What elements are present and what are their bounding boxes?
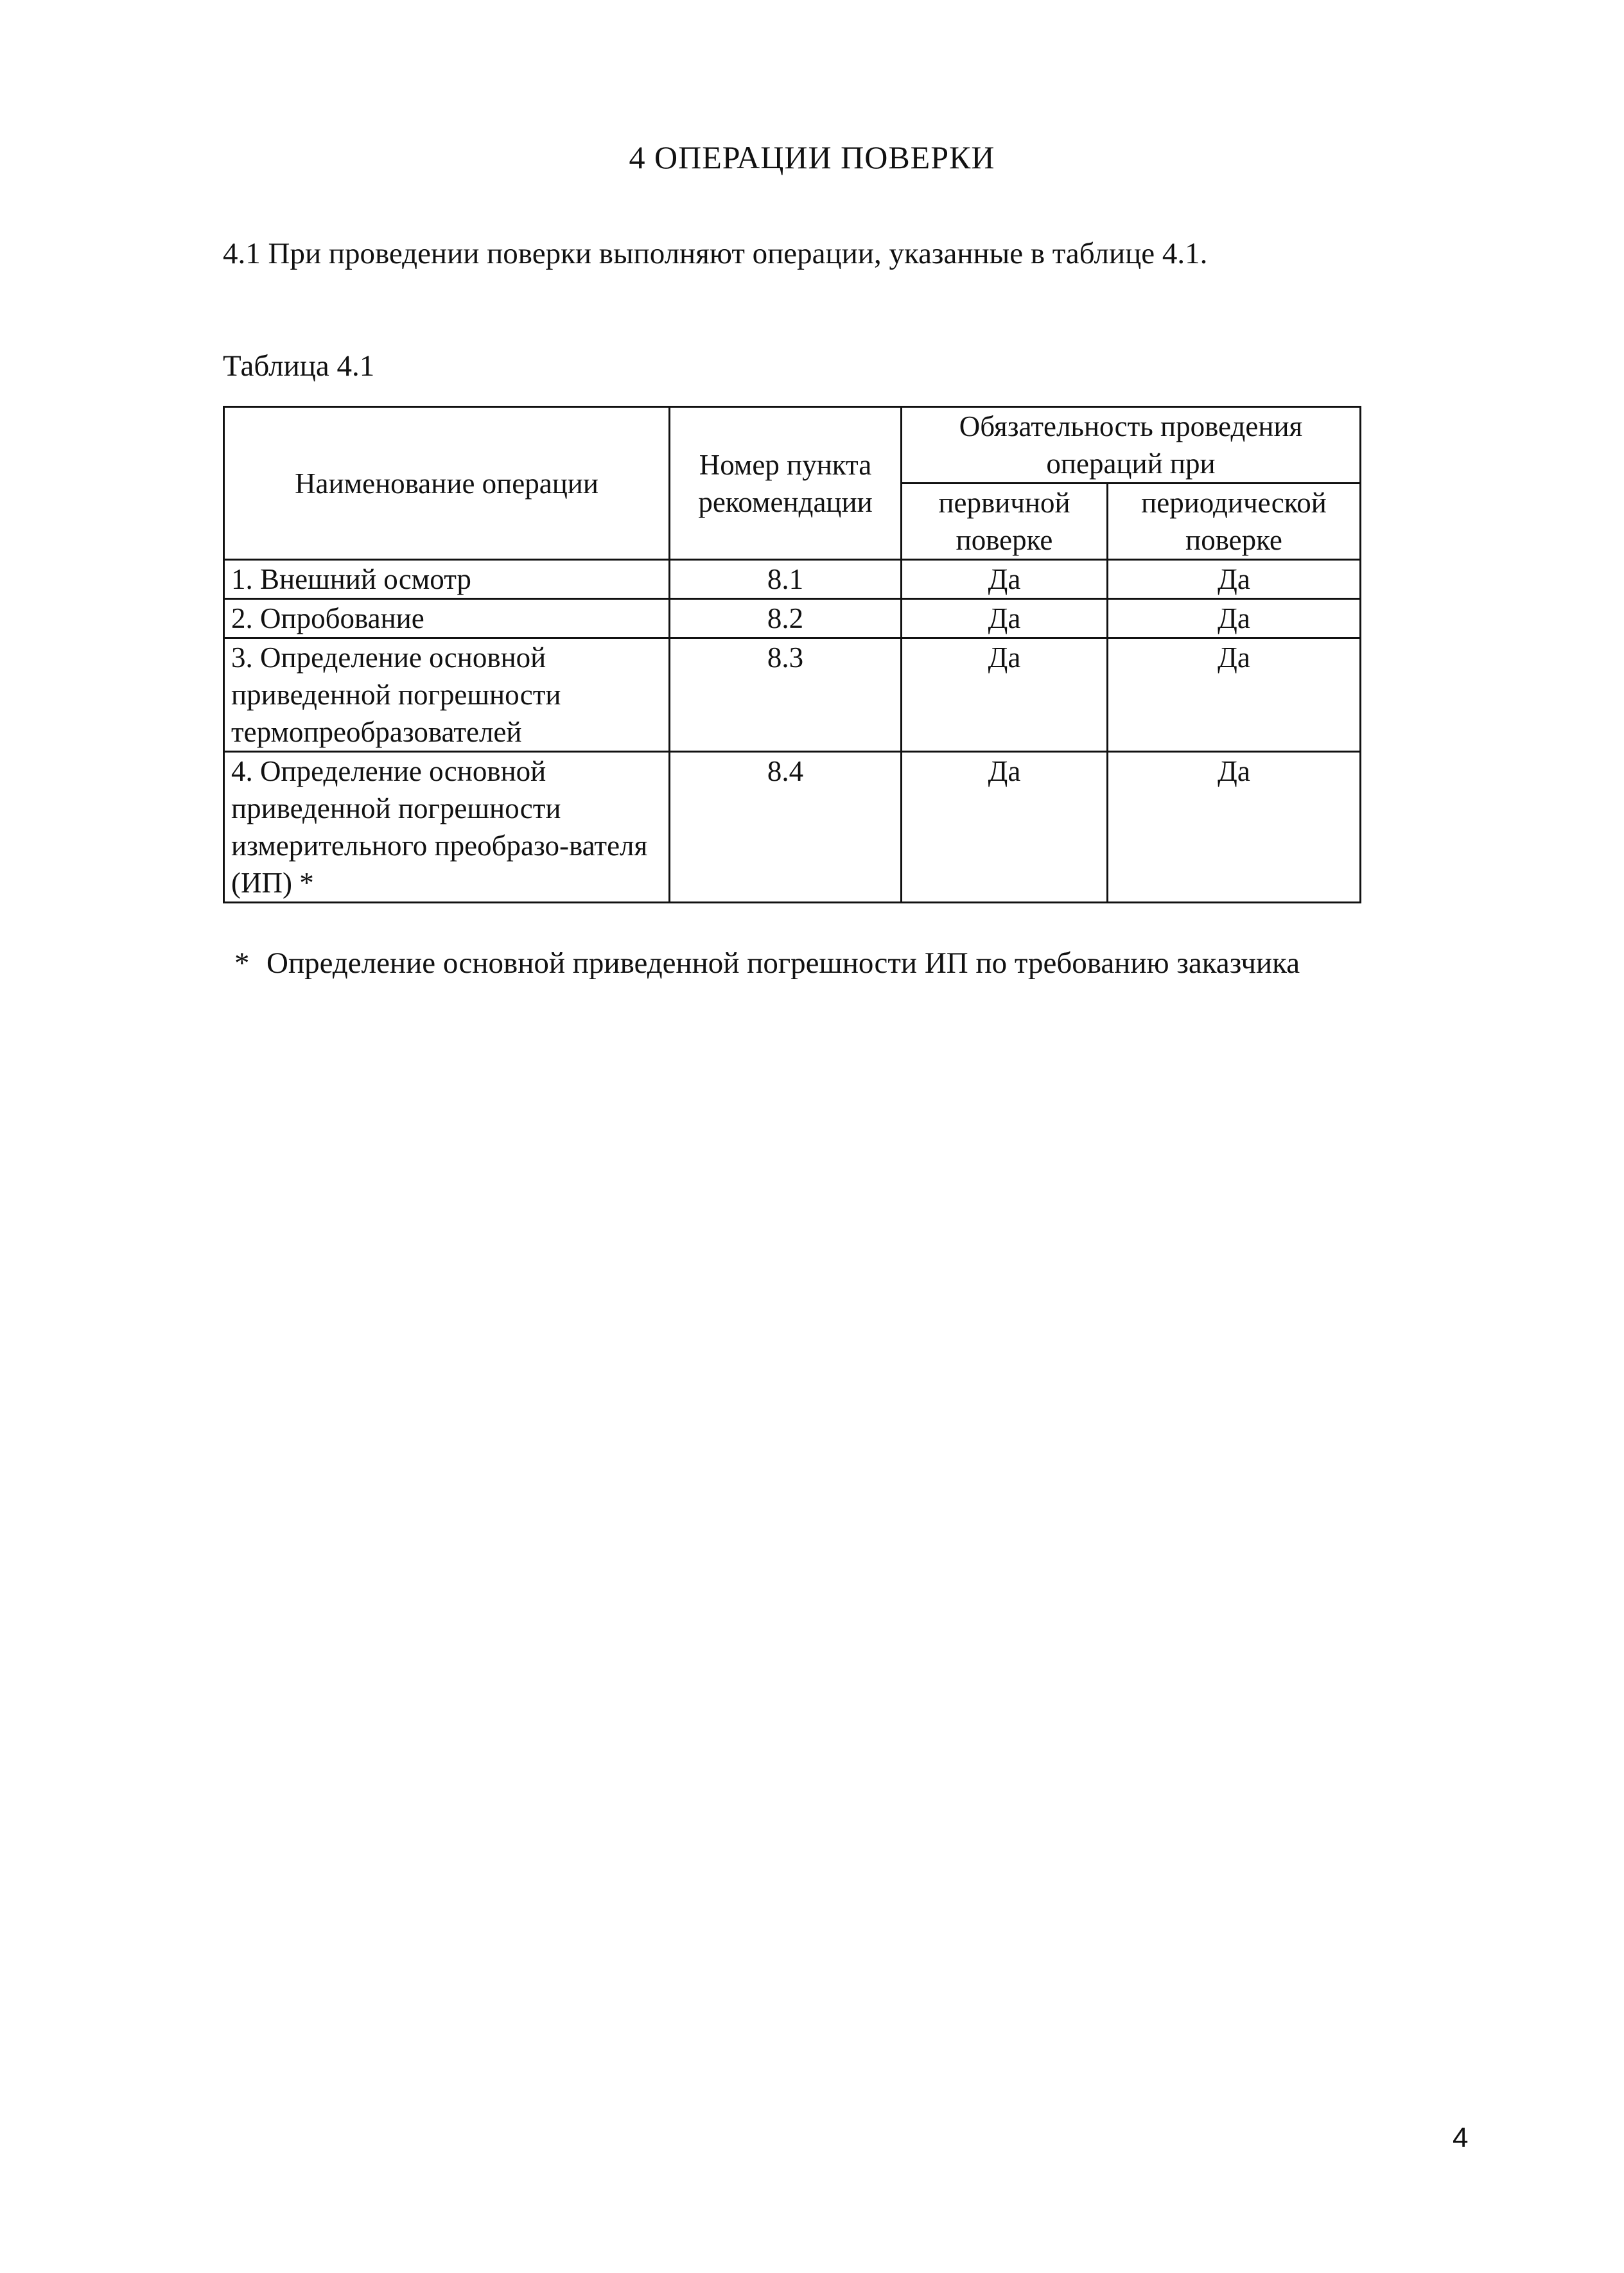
footnote-marker: * bbox=[234, 946, 250, 980]
table-row bbox=[224, 599, 1361, 638]
header-obligation: Обязательность проведения операций при bbox=[902, 407, 1361, 483]
table-row bbox=[224, 752, 1361, 903]
periodic-value: Да bbox=[1108, 638, 1361, 752]
operation-name: 3. Определение основной приведенной погрешности термопреобразователей bbox=[224, 638, 670, 752]
periodic-value: Да bbox=[1108, 560, 1361, 599]
item-number: 8.2 bbox=[670, 599, 902, 638]
item-number: 8.4 bbox=[670, 752, 902, 903]
item-number: 8.1 bbox=[670, 560, 902, 599]
table-caption: Таблица 4.1 bbox=[223, 349, 375, 383]
operation-name: 1. Внешний осмотр bbox=[224, 560, 670, 599]
operation-name: 2. Опробование bbox=[224, 599, 670, 638]
header-operation-name: Наименование операции bbox=[224, 407, 670, 560]
header-primary: первичной поверке bbox=[902, 483, 1108, 560]
intro-paragraph: 4.1 При проведении поверки выполняют операции, указанные в таблице 4.1. bbox=[223, 237, 1208, 270]
header-periodic: периодической поверке bbox=[1108, 483, 1361, 560]
header-item-number: Номер пункта рекомендации bbox=[670, 407, 902, 560]
item-number: 8.3 bbox=[670, 638, 902, 752]
primary-value: Да bbox=[902, 752, 1108, 903]
periodic-value: Да bbox=[1108, 752, 1361, 903]
footnote-text: Определение основной приведенной погрешности ИП по требованию заказчика bbox=[266, 946, 1300, 980]
table-row bbox=[224, 560, 1361, 599]
operations-table bbox=[223, 406, 1361, 903]
primary-value: Да bbox=[902, 638, 1108, 752]
primary-value: Да bbox=[902, 599, 1108, 638]
primary-value: Да bbox=[902, 560, 1108, 599]
footnote bbox=[234, 944, 1300, 982]
table-row bbox=[224, 638, 1361, 752]
periodic-value: Да bbox=[1108, 599, 1361, 638]
page-number: 4 bbox=[1453, 2122, 1469, 2154]
operation-name: 4. Определение основной приведенной погрешности измерительного преобразо-вателя (ИП) * bbox=[224, 752, 670, 903]
section-title: 4 ОПЕРАЦИИ ПОВЕРКИ bbox=[629, 139, 995, 175]
